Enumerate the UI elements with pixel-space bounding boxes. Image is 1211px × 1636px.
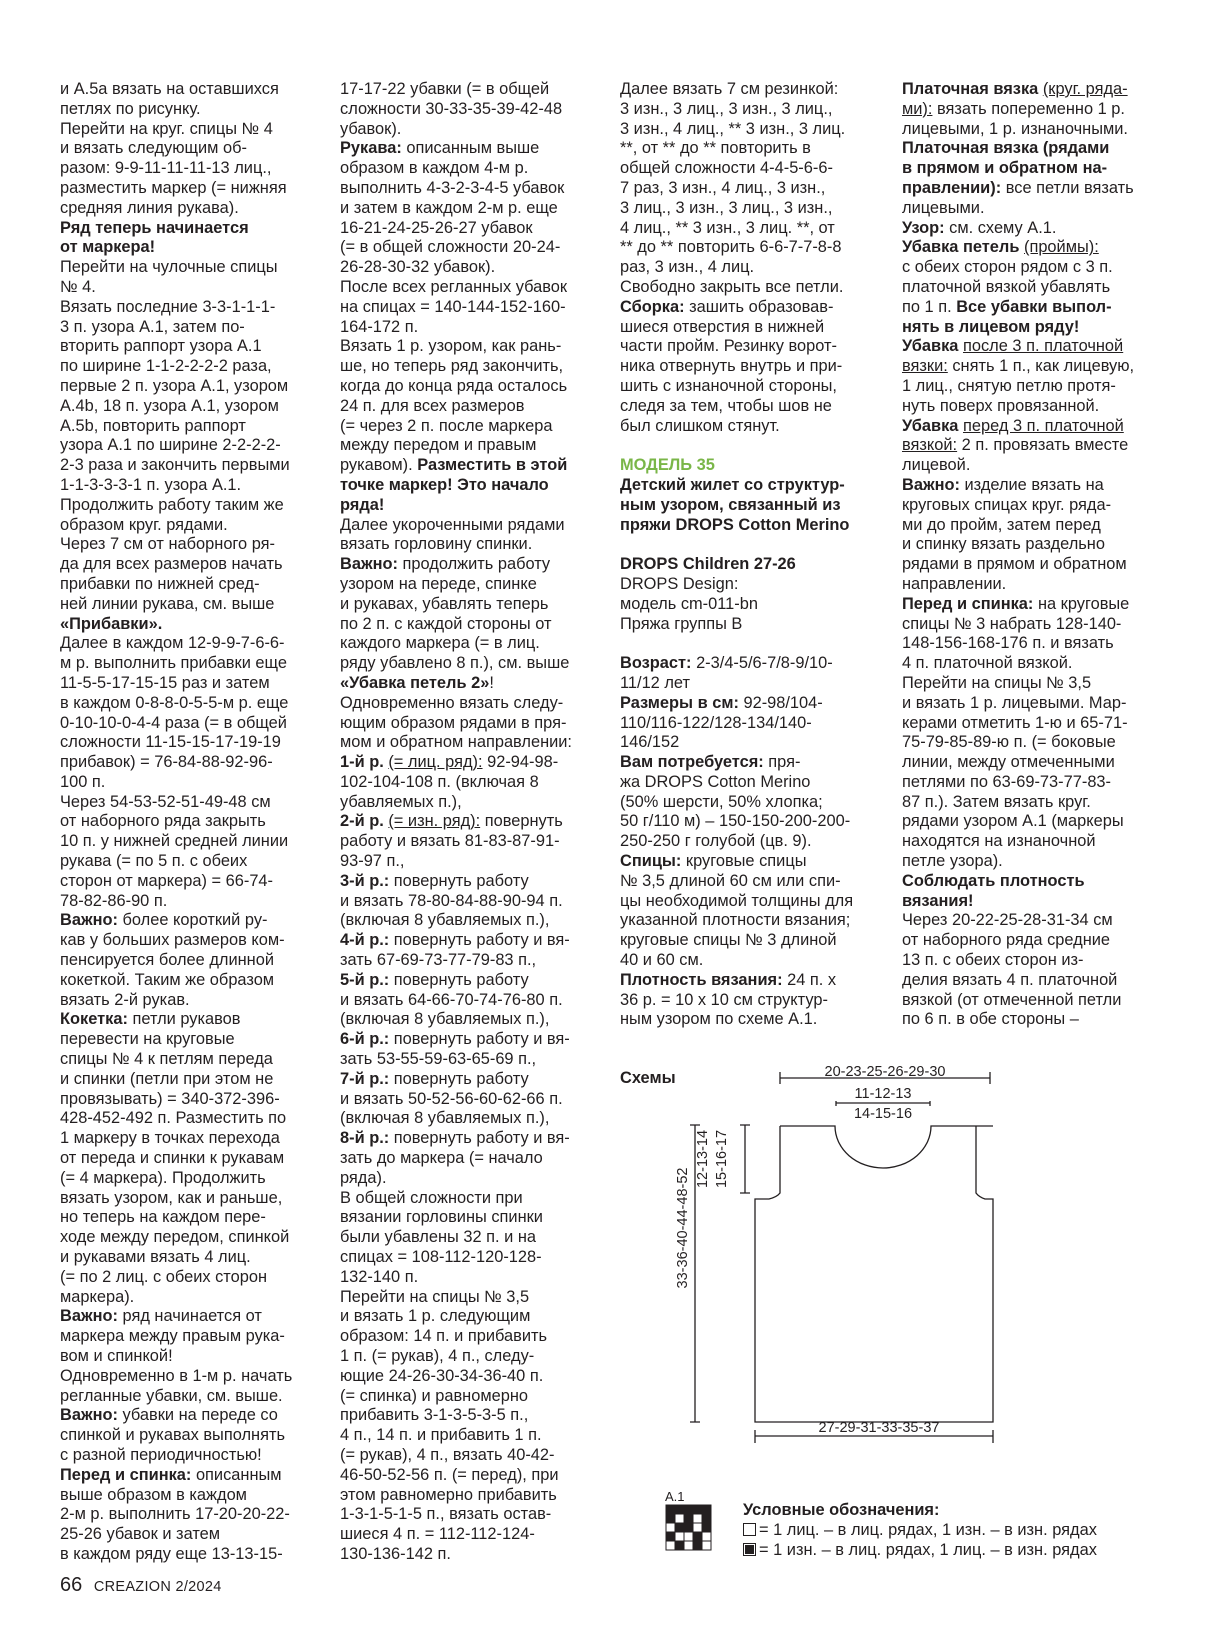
text-line: Перейти на чулочные спицы	[60, 258, 278, 277]
text-column-3	[620, 80, 880, 1030]
text-line: шиеся отверстия в нижней	[620, 317, 825, 336]
text-line: указанной плотности вязания;	[620, 911, 851, 930]
chart-cell	[702, 1505, 711, 1514]
armhole-height-label: 12-13-14	[695, 1129, 711, 1189]
model-title: пряжи DROPS Cotton Merino	[620, 515, 850, 534]
text-line: Вам потребуется: пря-	[620, 753, 801, 772]
text-line: шить с изнаночной стороны,	[620, 376, 837, 395]
text-line: (включая 8 убавляемых п.),	[340, 1109, 550, 1128]
text-line: 3 изн., 4 лиц., ** 3 изн., 3 лиц.	[620, 119, 846, 138]
text-line: Размеры в см: 92-98/104-	[620, 693, 823, 712]
text-line: образом в каждом 4-м р.	[340, 159, 529, 178]
text-line: 24 п. для всех размеров	[340, 396, 525, 415]
neckline	[780, 1126, 993, 1168]
text-line: и вязать 1 р. следующим	[340, 1307, 531, 1326]
text-column-4	[902, 80, 1162, 1030]
text-line: 2-й р. (= изн. ряд): повернуть	[340, 812, 563, 831]
text-line: 1-3-1-5-1-5 п., вязать остав-	[340, 1505, 552, 1524]
text-line: между передом и правым	[340, 436, 537, 455]
text-line: зать 67-69-73-77-79-83 п.,	[340, 951, 537, 970]
text-line: 148-156-168-176 п. и вязать	[902, 634, 1114, 653]
chart-cell	[693, 1532, 702, 1541]
chart-a1-grid	[665, 1504, 715, 1554]
text-line: Одновременно в 1-м р. начать	[60, 1366, 293, 1385]
text-line: Плотность вязания: 24 п. х	[620, 970, 837, 989]
text-line: регланные убавки, см. выше.	[60, 1386, 283, 1405]
text-line: 4 п., 14 п. и прибавить 1 п.	[340, 1426, 542, 1445]
text-line: ряда!	[340, 495, 385, 514]
text-line: Через 7 см от наборного ря-	[60, 535, 275, 554]
text-line: Далее вязать 7 см резинкой:	[620, 80, 839, 98]
body-outline	[755, 1126, 993, 1422]
purl-symbol-icon	[743, 1543, 756, 1556]
text-line: 11-5-5-17-15-15 раз и затем	[60, 673, 270, 692]
text-line: Через 20-22-25-28-31-34 см	[902, 911, 1113, 930]
text-line: ника отвернуть внутрь и при-	[620, 357, 843, 376]
text-line: 13 п. с обеих сторон из-	[902, 951, 1084, 970]
text-line: ющим образом рядами в пря-	[340, 713, 567, 732]
text-line: Соблюдать плотность	[902, 871, 1085, 890]
chart-cell	[666, 1532, 675, 1541]
text-line: «Убавка петель 2»!	[340, 673, 494, 692]
text-line: прибавки по нижней сред-	[60, 574, 260, 593]
text-line: кокеткой. Таким же образом	[60, 970, 275, 989]
schemes-label: Схемы	[620, 1069, 676, 1087]
chart-cell	[666, 1523, 675, 1532]
text-line: 132-140 п.	[340, 1267, 419, 1286]
page-footer	[60, 1574, 222, 1597]
text-line: от переда и спинки к рукавам	[60, 1149, 285, 1168]
text-line: да для всех размеров начать	[60, 555, 283, 574]
text-line: керами отметить 1-ю и 65-71-	[902, 713, 1128, 732]
text-line: 130-136-142 п.	[340, 1544, 451, 1563]
text-line: (= через 2 п. после маркера	[340, 416, 553, 435]
text-line: по 6 п. в обе стороны –	[902, 1010, 1079, 1029]
text-line: ющие 24-26-30-34-36-40 п.	[340, 1366, 544, 1385]
text-line: части пройм. Резинку ворот-	[620, 337, 837, 356]
text-line: цы необходимой толщины для	[620, 891, 854, 910]
text-line: и спинку вязать раздельно	[902, 535, 1105, 554]
text-line: кав у больших размеров ком-	[60, 931, 285, 950]
text-line: следя за тем, чтобы шов не	[620, 396, 832, 415]
text-line: разом: 9-9-11-11-11-13 лиц.,	[60, 159, 272, 178]
text-line: 75-79-85-89-ю п. (= боковые	[902, 733, 1116, 752]
chart-cell	[684, 1514, 693, 1523]
chart-a1	[665, 1490, 715, 1559]
text-line: и вязать 78-80-84-88-90-94 п.	[340, 891, 563, 910]
text-line: Перед и спинка: на круговые	[902, 594, 1130, 613]
text-line: убавок).	[340, 119, 402, 138]
vest-schematic	[675, 1064, 1015, 1478]
chart-cell	[693, 1514, 702, 1523]
text-line: выполнить 4-3-2-3-4-5 убавок	[340, 178, 565, 197]
text-line: работу и вязать 81-83-87-91-	[340, 832, 560, 851]
chart-cell	[702, 1532, 711, 1541]
text-line: Перейти на спицы № 3,5	[340, 1287, 530, 1306]
text-line: 25-26 убавок и затем	[60, 1525, 221, 1544]
text-line: лицевыми, 1 р. изнаночными.	[902, 119, 1128, 138]
text-line: рукава (= по 5 п. с обеих	[60, 852, 248, 871]
model-heading: МОДЕЛЬ 35	[620, 456, 715, 475]
text-line: вязкой: 2 п. провязать вместе	[902, 436, 1129, 455]
text-line: ным узором по схеме А.1.	[620, 1010, 818, 1029]
text-line: 102-104-108 п. (включая 8	[340, 772, 539, 791]
text-line: в каждом ряду еще 13-13-15-	[60, 1544, 283, 1563]
text-line: прибавить 3-1-3-5-3-5 п.,	[340, 1406, 529, 1425]
text-line: лицевой.	[902, 456, 971, 475]
text-line: жа DROPS Cotton Merino	[620, 772, 811, 791]
chart-cell	[675, 1514, 684, 1523]
text-line: сложности 30-33-35-39-42-48	[340, 99, 563, 118]
text-line: Убавка после 3 п. платочной	[902, 337, 1124, 356]
text-line: 78-82-86-90 п.	[60, 891, 168, 910]
text-line: В общей сложности при	[340, 1188, 523, 1207]
text-line: Возраст: 2-3/4-5/6-7/8-9/10-	[620, 654, 833, 673]
text-line: 146/152	[620, 733, 680, 752]
text-line: 1-1-3-3-3-1 п. узора А.1.	[60, 475, 242, 494]
text-line: Платочная вязка (круг. ряда-	[902, 80, 1128, 98]
text-line: 93-97 п.,	[340, 852, 405, 871]
text-line: правлении): все петли вязать	[902, 178, 1134, 197]
text-line: узора А.1 по ширине 2-2-2-2-	[60, 436, 281, 455]
text-line: рядами в прямом и обратном	[902, 555, 1127, 574]
text-line: (включая 8 убавляемых п.),	[340, 911, 550, 930]
text-line: первые 2 п. узора А.1, узором	[60, 376, 289, 395]
text-line: ряда).	[340, 1168, 387, 1187]
text-line: ряду убавлено 8 п.), см. выше	[340, 654, 570, 673]
text-line: 3 изн., 3 лиц., 3 изн., 3 лиц.,	[620, 99, 833, 118]
text-line: от наборного ряда закрыть	[60, 812, 266, 831]
text-line: Убавка перед 3 п. платочной	[902, 416, 1124, 435]
text-line: № 3,5 длиной 60 см или спи-	[620, 871, 841, 890]
text-line: зать 53-55-59-63-65-69 п.,	[340, 1050, 537, 1069]
text-line: Узор: см. схему А.1.	[902, 218, 1057, 237]
text-line: № 4.	[60, 277, 96, 296]
legend-item: = 1 изн. – в лиц. рядах, 1 лиц. – в изн. рядах	[743, 1540, 1097, 1560]
text-line: Перед и спинка: описанным	[60, 1465, 282, 1484]
text-line: модель cm-011-bn	[620, 594, 758, 613]
text-line: Сборка: зашить образовав-	[620, 297, 834, 316]
text-line: лицевыми.	[902, 198, 985, 217]
text-line: и рукавах, убавлять теперь	[340, 594, 549, 613]
legend-title: Условные обозначения:	[743, 1501, 940, 1519]
text-line: образом: 14 п. и прибавить	[340, 1327, 548, 1346]
text-line: После всех регланных убавок	[340, 277, 568, 296]
text-line: 36 р. = 10 х 10 см структур-	[620, 990, 828, 1009]
chart-cell	[702, 1523, 711, 1532]
text-line: вязать 2-й рукав.	[60, 990, 190, 1009]
model-title: Детский жилет со структур-	[620, 475, 845, 494]
text-line: нуть поверх провязанной.	[902, 396, 1100, 415]
neck-width-label-2: 14-15-16	[853, 1106, 913, 1122]
bottom-width-label: 27-29-31-33-35-37	[818, 1420, 940, 1436]
text-line: Далее укороченными рядами	[340, 515, 565, 534]
text-line: вязки: снять 1 п., как лицевую,	[902, 357, 1135, 376]
text-line: (= 4 маркера). Продолжить	[60, 1168, 266, 1187]
text-line: по 2 п. с каждой стороны от	[340, 614, 552, 633]
text-line: 4 лиц., ** 3 изн., 3 лиц. **, от	[620, 218, 835, 237]
magazine-title: CREAZION 2/2024	[93, 1579, 222, 1595]
text-line: провязывать) = 340-372-396-	[60, 1089, 280, 1108]
text-line: когда до конца ряда осталось	[340, 376, 568, 395]
text-line: ходе между передом, спинкой	[60, 1228, 290, 1247]
text-line: Важно: более короткий ру-	[60, 911, 268, 930]
text-line: 87 п.). Затем вязать круг.	[902, 792, 1091, 811]
text-line: выше образом в каждом	[60, 1485, 247, 1504]
chart-cell	[675, 1541, 684, 1550]
text-line: разместить маркер (= нижняя	[60, 178, 287, 197]
chart-cell	[675, 1532, 684, 1541]
text-line: спицах = 108-112-120-128-	[340, 1248, 542, 1267]
text-line: с разной периодичностью!	[60, 1445, 262, 1464]
text-line: узором на переде, спинке	[340, 574, 537, 593]
text-line: вязать узором, как и раньше,	[60, 1188, 283, 1207]
text-line: Убавка петель (проймы):	[902, 238, 1099, 257]
text-line: петле узора).	[902, 852, 1003, 871]
chart-cell	[684, 1541, 693, 1550]
text-line: на спицах = 140-144-152-160-	[340, 297, 566, 316]
text-line: Пряжа группы B	[620, 614, 743, 633]
text-line: вторить раппорт узора А.1	[60, 337, 262, 356]
text-line: Рукава: описанным выше	[340, 139, 540, 158]
text-line: 6-й р.: повернуть работу и вя-	[340, 1030, 570, 1049]
text-line: петлях по рисунку.	[60, 99, 201, 118]
text-line: ми до пройм, затем перед	[902, 515, 1101, 534]
text-line: но теперь на каждом пере-	[60, 1208, 266, 1227]
text-line: средняя линия рукава).	[60, 198, 239, 217]
text-line: в прямом и обратном на-	[902, 159, 1108, 178]
text-line: находятся на изнаночной	[902, 832, 1096, 851]
text-line: 4 п. платочной вязкой.	[902, 654, 1073, 673]
model-title: ным узором, связанный из	[620, 495, 841, 514]
text-line: Платочная вязка (рядами	[902, 139, 1110, 158]
chart-cell	[693, 1523, 702, 1532]
chart-cell	[702, 1514, 711, 1523]
text-line: 17-17-22 убавки (= в общей	[340, 80, 550, 98]
text-line: вом и спинкой!	[60, 1347, 173, 1365]
text-line: ней линии рукава, см. выше	[60, 594, 275, 613]
text-line: 5-й р.: повернуть работу	[340, 970, 529, 989]
chart-cell	[684, 1505, 693, 1514]
text-line: и рукавами вязать 4 лиц.	[60, 1248, 251, 1267]
text-line: нять в лицевом ряду!	[902, 317, 1080, 336]
text-line: вязания!	[902, 891, 974, 910]
text-line: маркера между правым рука-	[60, 1327, 285, 1346]
text-line: точке маркер! Это начало	[340, 475, 549, 494]
text-line: платочной вязкой убавлять	[902, 277, 1111, 296]
chart-cell	[702, 1541, 711, 1550]
text-line: 1 п. (= рукав), 4 п., следу-	[340, 1347, 535, 1365]
text-line: прибавок) = 76-84-88-92-96-	[60, 753, 273, 772]
text-line: ми): вязать попеременно 1 р.	[902, 99, 1125, 118]
pattern-id: DROPS Children 27-26	[620, 555, 796, 574]
text-line: Свободно закрыть все петли.	[620, 277, 844, 296]
text-line: спинкой и рукавах выполнять	[60, 1426, 285, 1445]
text-line: общей сложности 4-4-5-6-6-	[620, 159, 833, 178]
text-line: 1 лиц., снятую петлю протя-	[902, 376, 1116, 395]
text-line: вязать горловину спинки.	[340, 535, 533, 554]
text-line: Важно: продолжить работу	[340, 555, 551, 574]
text-column-2	[340, 80, 590, 1565]
text-line: 4-й р.: повернуть работу и вя-	[340, 931, 570, 950]
text-line: от наборного ряда средние	[902, 931, 1111, 950]
text-line: (= рукав), 4 п., вязать 40-42-	[340, 1445, 555, 1464]
text-line: петлями по 63-69-73-77-83-	[902, 772, 1112, 791]
chart-cell	[684, 1532, 693, 1541]
text-line: шиеся 4 п. = 112-112-124-	[340, 1525, 535, 1544]
text-line: 110/116-122/128-134/140-	[620, 713, 812, 732]
text-line: и A.5a вязать на оставшихся	[60, 80, 279, 98]
text-line: 250-250 г голубой (цв. 9).	[620, 832, 812, 851]
text-line: круговые спицы № 3 длиной	[620, 931, 837, 950]
text-line: образом круг. рядами.	[60, 515, 228, 534]
text-line: вязкой (от отмеченной петли	[902, 990, 1122, 1009]
armhole-height-label-2: 15-16-17	[714, 1129, 730, 1189]
chart-cell	[675, 1523, 684, 1532]
text-line: **, от ** до ** повторить в	[620, 139, 811, 158]
text-line: и затем в каждом 2-м р. еще	[340, 198, 558, 217]
text-line: по 1 п. Все убавки выпол-	[902, 297, 1112, 316]
text-line: 11/12 лет	[620, 673, 690, 692]
chart-cell	[666, 1505, 675, 1514]
text-line: (50% шерсти, 50% хлопка;	[620, 792, 823, 811]
text-line: 8-й р.: повернуть работу и вя-	[340, 1129, 570, 1148]
text-line: (включая 8 убавляемых п.),	[340, 1010, 550, 1029]
text-line: 46-50-52-56 п. (= перед), при	[340, 1465, 559, 1484]
text-line: спицы № 4 к петлям переда	[60, 1050, 273, 1069]
neck-width-label: 11-12-13	[854, 1086, 912, 1102]
text-line: 26-28-30-32 убавок).	[340, 258, 496, 277]
text-line: Перейти на спицы № 3,5	[902, 673, 1092, 692]
text-line: пенсируется более длинной	[60, 951, 275, 970]
text-line: 428-452-492 п. Разместить по	[60, 1109, 287, 1128]
text-line: 3-й р.: повернуть работу	[340, 871, 529, 890]
text-line: сложности 11-15-15-17-19-19	[60, 733, 281, 752]
text-line: (= спинка) и равномерно	[340, 1386, 529, 1405]
chart-cell	[666, 1514, 675, 1523]
text-line: раз, 3 изн., 4 лиц.	[620, 258, 755, 277]
text-line: маркера).	[60, 1287, 135, 1306]
text-line: 100 п.	[60, 772, 106, 791]
armhole-dim	[740, 1125, 750, 1193]
text-line: сторон от маркера) = 66-74-	[60, 871, 274, 890]
text-line: Далее в каждом 12-9-9-7-6-6-	[60, 634, 285, 653]
page-number: 66	[60, 1574, 83, 1596]
top-width-label: 20-23-25-26-29-30	[824, 1064, 946, 1080]
text-line: Важно: ряд начинается от	[60, 1307, 262, 1326]
text-line: Вязать 1 р. узором, как рань-	[340, 337, 562, 356]
text-line: 40 и 60 см.	[620, 951, 704, 970]
chart-cell	[666, 1541, 675, 1550]
text-line: линии, между отмеченными	[902, 753, 1115, 772]
text-line: 7 раз, 3 изн., 4 лиц., 3 изн.,	[620, 178, 826, 197]
text-line: А.4b, 18 п. узора А.1, узором	[60, 396, 279, 415]
text-line: каждого маркера (= в лиц.	[340, 634, 540, 653]
text-line: и вязать 50-52-56-60-62-66 п.	[340, 1089, 563, 1108]
text-line: 3 лиц., 3 изн., 3 лиц., 3 изн.,	[620, 198, 833, 217]
text-line: 16-21-24-25-26-27 убавок	[340, 218, 533, 237]
chart-cell	[693, 1505, 702, 1514]
text-line: Через 54-53-52-51-49-48 см	[60, 792, 271, 811]
text-line: Кокетка: петли рукавов	[60, 1010, 241, 1029]
text-line: был слишком стянут.	[620, 416, 780, 435]
text-line: А.5b, повторить раппорт	[60, 416, 246, 435]
text-line: делия вязать 4 п. платочной	[902, 970, 1118, 989]
subheading: Ряд теперь начинается	[60, 218, 249, 237]
text-line: 2-м р. выполнить 17-20-20-22-	[60, 1505, 290, 1524]
chart-cell	[684, 1523, 693, 1532]
subheading: «Прибавки».	[60, 614, 163, 633]
text-line: Спицы: круговые спицы	[620, 852, 807, 871]
text-line: зать до маркера (= начало	[340, 1149, 543, 1168]
text-line: были убавлены 32 п. и на	[340, 1228, 536, 1247]
text-line: этом равномерно прибавить	[340, 1485, 557, 1504]
text-line: вязании горловины спинки	[340, 1208, 543, 1227]
text-line: направлении.	[902, 574, 1007, 593]
chart-a1-label: A.1	[665, 1489, 685, 1504]
text-line: 1-й р. (= лиц. ряд): 92-94-98-	[340, 753, 559, 772]
text-line: в каждом 0-8-8-0-5-5-м р. еще	[60, 693, 289, 712]
text-line: м р. выполнить прибавки еще	[60, 654, 287, 673]
total-height-label: 33-36-40-44-48-52	[675, 1167, 691, 1289]
text-line: по ширине 1-1-2-2-2-2 раза,	[60, 357, 272, 376]
text-line: 3 п. узора А.1, затем по-	[60, 317, 245, 336]
subheading: от маркера!	[60, 238, 156, 257]
legend-item: = 1 лиц. – в лиц. рядах, 1 изн. – в изн. рядах	[743, 1520, 1097, 1540]
text-line: 164-172 п.	[340, 317, 419, 336]
text-line: Продолжить работу таким же	[60, 495, 284, 514]
text-line: DROPS Design:	[620, 574, 739, 593]
text-line: 10 п. у нижней средней линии	[60, 832, 289, 851]
text-line: Важно: убавки на переде со	[60, 1406, 278, 1425]
text-line: 7-й р.: повернуть работу	[340, 1069, 529, 1088]
knit-symbol-icon	[743, 1523, 756, 1536]
text-line: Важно: изделие вязать на	[902, 475, 1104, 494]
text-line: и вязать 1 р. лицевыми. Мар-	[902, 693, 1127, 712]
text-line: ше, но теперь ряд закончить,	[340, 357, 564, 376]
text-line: спицы № 3 набрать 128-140-	[902, 614, 1122, 633]
text-line: и вязать следующим об-	[60, 139, 247, 158]
legend	[743, 1500, 1097, 1560]
text-line: и спинки (петли при этом не	[60, 1069, 274, 1088]
text-line: (= по 2 лиц. с обеих сторон	[60, 1267, 268, 1286]
text-line: рукавом). Разместить в этой	[340, 456, 568, 475]
text-line: с обеих сторон рядом с 3 п.	[902, 258, 1113, 277]
text-line: 1 маркеру в точках перехода	[60, 1129, 280, 1148]
text-line: Одновременно вязать следу-	[340, 693, 564, 712]
text-line: ** до ** повторить 6-6-7-7-8-8	[620, 238, 842, 257]
text-line: 0-10-10-0-4-4 раза (= в общей	[60, 713, 287, 732]
text-column-1	[60, 80, 315, 1565]
text-line: Вязать последние 3-3-1-1-1-	[60, 297, 276, 316]
vest-outline	[690, 1072, 1015, 1443]
chart-cell	[675, 1505, 684, 1514]
text-line: (= в общей сложности 20-24-	[340, 238, 561, 257]
text-line: мом и обратном направлении:	[340, 733, 572, 752]
text-line: круговых спицах круг. ряда-	[902, 495, 1112, 514]
chart-cell	[693, 1541, 702, 1550]
text-line: 50 г/110 м) – 150-150-200-200-	[620, 812, 851, 831]
text-line: убавляемых п.),	[340, 792, 462, 811]
text-line: перевести на круговые	[60, 1030, 235, 1049]
text-line: и вязать 64-66-70-74-76-80 п.	[340, 990, 563, 1009]
text-line: 2-3 раза и закончить первыми	[60, 456, 290, 475]
text-line: рядами узором А.1 (маркеры	[902, 812, 1124, 831]
text-line: Перейти на круг. спицы № 4	[60, 119, 273, 138]
